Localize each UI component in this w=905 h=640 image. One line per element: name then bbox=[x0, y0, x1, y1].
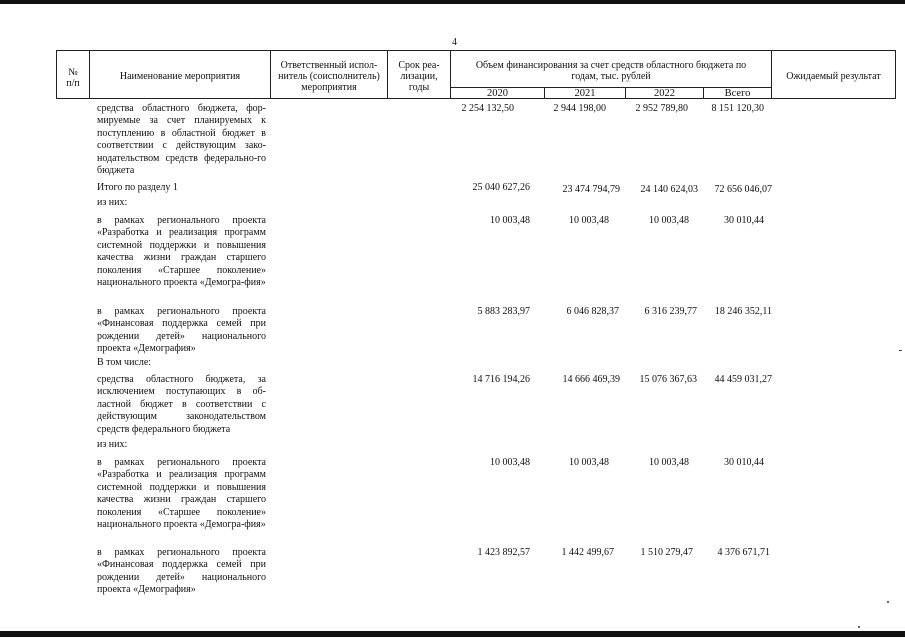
row-value-2021: 10 003,48 bbox=[569, 215, 609, 226]
row-value-2020: 2 254 132,50 bbox=[461, 103, 514, 114]
header-number: № п/п bbox=[66, 67, 80, 89]
row-value-2022: 15 076 367,63 bbox=[639, 374, 697, 385]
row-value-2020: 14 716 194,26 bbox=[472, 374, 530, 385]
scan-speck bbox=[887, 601, 889, 603]
row-value-2020: 25 040 627,26 bbox=[472, 182, 530, 193]
row-value-2022: 24 140 624,03 bbox=[640, 184, 698, 195]
row-value-total: 4 376 671,71 bbox=[717, 547, 770, 558]
row-value-2022: 6 316 239,77 bbox=[644, 306, 697, 317]
row-value-total: 8 151 120,30 bbox=[711, 103, 764, 114]
header-name: Наименование мероприятия bbox=[119, 71, 241, 82]
row-value-2021: 23 474 794,79 bbox=[562, 184, 620, 195]
row-value-2022: 10 003,48 bbox=[649, 215, 689, 226]
scan-speck bbox=[899, 350, 902, 351]
header-term: Срок реа- лизации, годы bbox=[398, 60, 440, 93]
row-value-2020: 10 003,48 bbox=[490, 457, 530, 468]
row-value-total: 72 656 046,07 bbox=[714, 184, 772, 195]
row-value-total: 30 010,44 bbox=[724, 215, 764, 226]
page-number: 4 bbox=[452, 37, 457, 48]
scan-border-bottom bbox=[0, 631, 905, 637]
row-description: в рамках регионального проекта «Финансовая поддержка семей при рождении детей» национального проекта «Демография» bbox=[97, 547, 266, 596]
header-result: Ожидаемый результат bbox=[786, 71, 881, 82]
row-value-2020: 1 423 892,57 bbox=[477, 547, 530, 558]
row-description: средства областного бюджета, за исключением поступающих в об-ластной бюджет в соответствии с действующим законодательством средств федерального бюджета bbox=[97, 374, 266, 435]
row-value-2021: 1 442 499,67 bbox=[561, 547, 614, 558]
row-description: в рамках регионального проекта «Финансовая поддержка семей при рождении детей» национального проекта «Демография» bbox=[97, 306, 266, 355]
row-value-total: 18 246 352,11 bbox=[714, 306, 772, 317]
header-year-2020: 2020 bbox=[487, 88, 508, 99]
header-year-2022: 2022 bbox=[654, 88, 675, 99]
header-total: Всего bbox=[724, 88, 751, 99]
row-value-2021: 10 003,48 bbox=[569, 457, 609, 468]
header-financing: Объем финансирования за счет средств областного бюджета по годам, тыс. рублей bbox=[475, 60, 747, 82]
row-description: из них: bbox=[97, 439, 128, 450]
row-value-2021: 14 666 469,39 bbox=[562, 374, 620, 385]
header-year-2021: 2021 bbox=[574, 88, 596, 99]
row-description: В том числе: bbox=[97, 357, 152, 368]
row-description: средства областного бюджета, фор-мируемые за счет планируемых к поступлению в областной бюджет в соответствии с действующим зако-нодательством средств федерально-го бюджета bbox=[97, 103, 266, 177]
row-description: из них: bbox=[97, 197, 128, 208]
row-description: в рамках регионального проекта «Разработка и реализация программ системной поддержки и повышения качества жизни граждан старшего поколения «Старшее поколение» национального проекта «Демогра-фия» bbox=[97, 457, 266, 531]
row-value-total: 30 010,44 bbox=[724, 457, 764, 468]
row-value-2020: 5 883 283,97 bbox=[477, 306, 530, 317]
header-executor: Ответственный испол- нитель (соисполнитель) мероприятия bbox=[278, 60, 380, 93]
row-value-2022: 2 952 789,80 bbox=[635, 103, 688, 114]
row-value-2021: 6 046 828,37 bbox=[566, 306, 619, 317]
row-description: Итого по разделу 1 bbox=[97, 182, 178, 193]
row-description: в рамках регионального проекта «Разработка и реализация программ системной поддержки и повышения качества жизни граждан старшего поколения «Старшее поколение» национального проекта «Демогра-фия» bbox=[97, 215, 266, 289]
table-top-border bbox=[56, 50, 896, 51]
row-value-2021: 2 944 198,00 bbox=[553, 103, 606, 114]
row-value-2022: 1 510 279,47 bbox=[640, 547, 693, 558]
scan-speck bbox=[858, 626, 860, 628]
row-value-2022: 10 003,48 bbox=[649, 457, 689, 468]
row-value-2020: 10 003,48 bbox=[490, 215, 530, 226]
row-value-total: 44 459 031,27 bbox=[714, 374, 772, 385]
col-border bbox=[895, 50, 896, 98]
scan-border-top bbox=[0, 0, 905, 4]
